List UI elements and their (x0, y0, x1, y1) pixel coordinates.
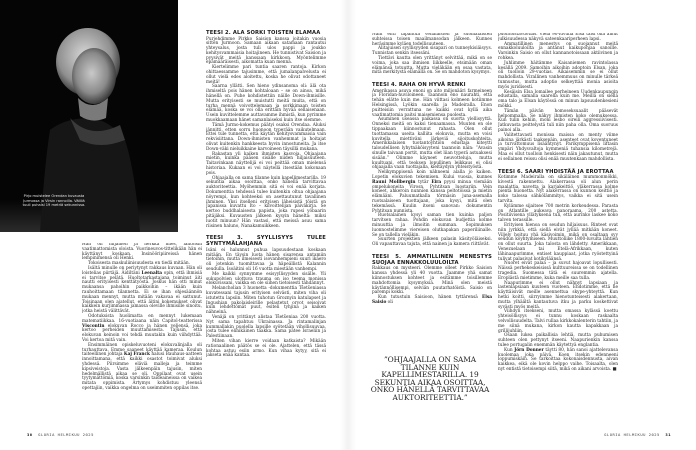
paragraph-text: Osaan lukea paikallisia lehtiä, mutta puhumisen suhteen olen pettynyt itseeni. Naapurienkin kanssa tulee portugalin enemmän käytettyä englantia. (498, 333, 618, 348)
body-paragraph (498, 349, 618, 373)
body-paragraph (372, 33, 492, 47)
body-paragraph (498, 134, 618, 163)
bold-name: Viscontin (82, 323, 105, 329)
paragraph-text: Alitajuisen syyllisyyden sisapari on tunneykisiäisyys. Tunnistan senkin itsessäni. (372, 46, 492, 57)
article-column-1 (82, 243, 202, 423)
paragraph-text: Isältä minulle on periytynyt rakkaus kuvaan. Hän oli loistelias piirtäjä. Äidiltäni (82, 265, 202, 276)
body-paragraph (206, 66, 326, 85)
paragraph-text: Rakastan yli kaiken ihmisten kasvoja. Ohjaajana mietin, kuinka pääsen sisälle niiden hiljaisuuteen. Taitavinkaan näyttelijä ei voi peittää oman mielensä historiaa. Kukaan ei voi näytellä itsestään kokonaan pois. (206, 151, 326, 176)
paragraph-text: Kun tutustuin Saisioon, hänen tyttärensä (378, 295, 482, 301)
paragraph-text: Ohjaajalla on sama tilanne kuin kapellimestarilla. 19 sekuntia aikaa osoittaa, onko hänellä tarvittavaa auktoriteettia. Myöhemmin sitä ei voi enää korjata. Dokumenttia tehdessä tulee kuitenkin oltua ohjaajana nöyrempi, kun kohteeksi on asettautunut tavallinen ihminen. Yksi itselleni erityisen läheisistä töistä on Japanissa kuvattu Ito – kilvoittelijan päiväkirja. Se kertoo buddhalaisesta papista, joka rupesi yöbaarin pitäjäksi. Kuvausten jälkeen kysyin häneltä: miksi luotit minuun? Hän vastasi, että meissä asuu sama riisinen haluno, Nanakamuikkeen. (206, 175, 326, 229)
article-column-2 (206, 30, 326, 422)
paragraph-text: pyysi minua viemään ompelukoneita Virosn, Pyhtitsan luostariin. Vein koneet, ahkeroin nunnien kanssa peltotöissä ja mietin elämääni. Paluumatkalla törmäsin juna-asemalla ruotsalaiseen tuottajaan, joka kysyi, mitä olen tekemässä. Kuulin itseni sanovan: dokumentin Pyhtitsan nunnista. (372, 179, 492, 214)
section-heading: TEESI 6. SAARI YHDISTÄÄ JA EROTTAA (498, 168, 614, 175)
paragraph-text: Suurten projektien jälkeen palasin käsityöläiseksi. Oli vapauttavaa tajuta, että nainen ja kamera riittävät. (372, 237, 492, 248)
bold-name: Jörn Donner (514, 347, 544, 353)
bold-name: Leenalta (141, 270, 163, 276)
paragraph-text: täytti 80, hän sanoi ajattelevansa kuolemaa joka päivä. Koen itsekin edenneeni loppumiskäin. Se tarkoittaa kokonaisdennusta, aivan kaikkea, eikä ole kovin helppo vaihe. Toisaalta, olen nyt entistä tietoisempi siitä, mikä on aikani arvoista. ■ (498, 347, 618, 372)
body-paragraph (206, 249, 326, 273)
body-paragraph (498, 282, 618, 311)
body-paragraph (498, 310, 618, 334)
body-paragraph (206, 124, 326, 153)
bold-name: Kaj Franck (123, 352, 150, 358)
paragraph-text: Ensimmäinen opiskeluvuoteni elokuvalinjalla oli turhauttava. Emme saaneet käyttää kameraa. Koulun taiteellinen johtaja (82, 342, 202, 358)
section-heading: TEESI 2. ÄLÄ SORKI TOISTEN ELÄMÄÄ (206, 30, 321, 36)
paragraph-text: Tämä Jurmo-kokemus päätyi osaksi Orendaa. Aluksi jännitti, etten sorru huonoon typerään vaikutelmaan. Ettei tule tunnetta, että käytän kehitysvammaisia vain rekvisiittana. Down-ihmisten vanhemmat ja hoitajat olivat kuitenkin hankkeesta hyvin innostuneita. Ja itse Down-väki nieluikkaine karvoineen täysillä mukana. (206, 122, 326, 152)
paragraph-text: Kylämme sijaitsee 700 metrin korkeudessa. Parasta on Atlantille aukeava panoraama, 200 astetta. Positiivisena yllätyksenä tuli, että aurinko laskee koko talven terassille. (498, 203, 618, 224)
paragraph-text: halusi Bauhaus-aatteen innoittamana, että kaikki osastot toimivat aluksi yhdessä. Piirsimme eläviä malleja ja teimme kipsiveistoja. Vasta jälkeenpäin tajusin, miten hedelmällistä aikaa se oli. Oppilaat ovat usein tyytymättömiä, koska varsinkin taideaineissa on vaikea mitata oppimista. Ärtymys kohdistuu yleensä opettajiin, vaikka ongelma on useimmiten oppilas itse. (82, 352, 202, 391)
body-paragraph (82, 315, 202, 344)
paragraph-text: Odotuksista huolimatta en mennyt lukemaan matematiikkaa. 16-vuotiaana näin Capitol-teatterissa (82, 313, 202, 324)
paragraph-text: Tiettävi kautta olen yrittänyt selvittää, mikä on se voima, joka saa ihmisen liikkeelle, etsimään oman elämänsä totuutta. Mutta vieläkään en osaa vastata, mitä merkitystä elämällä on. Se on mahdoton kysymys. (372, 55, 492, 76)
paragraph-text: Me kaikki synnymme esisyyllisyyden sisälle. Yli sukupolvien ulottuva trauma on iso teema monissa elokuvissani, vaikka en ole siihen tietoisesti tähdännyt. (206, 271, 326, 287)
paragraph-text: tytär (415, 179, 432, 185)
paragraph-text: Kesäisin Elsa lomailee perheineen Uudenkaupungin edustalla, samalla saarella kuin me. Meillä on siellä oma talo ja Elsan käytössä on minun lapsuudenkesieni mökki. (498, 89, 618, 109)
body-paragraph (372, 118, 492, 171)
footer-left (27, 432, 94, 437)
body-paragraph (498, 43, 618, 62)
paragraph-text: Erityisen hienoa on seudun hiljaisuus. Rinteet ovat niin jyrkkiä, että siellä eivät jyllää mitkään koneet. Viljely hoituu yhä käsivoimin, mikä on osaltaan syy seudun köyhtymiseen. Muuttoliike 1800-luvulta lähtien on ollut suurta. Joka talosta on lähdetty. Amerikkaan, Venezuelaan tai Etelä-Afrikkaan, kuten lähinaapurimme, entiset kauppiaat, jotka ryöstettyinä tulivat palasivat kotikyläänsä. (498, 222, 618, 262)
body-paragraph (82, 243, 202, 262)
body-paragraph (372, 171, 492, 214)
paragraph-text: Nelikymppisenä koin nähneeni alalla jo kaiken. Lopetin elokuvien tekemisen. Kului vuosia, kunnes (372, 170, 492, 181)
paragraph-text: Nuoret eivät palaa – ja suvut hajoavat lopullisesti. Näissä perhekeskeisissä kulttuureissa se on todellinen tragedia. Suomessa tätä ei suuremmin ajatella. Eroplästä mietimme, kuka meille saa tulla. (498, 261, 618, 281)
section-heading: TEESI 4. RAHA ON HYVÄ RENKI (372, 82, 466, 89)
body-paragraph (206, 85, 326, 123)
body-paragraph (498, 224, 618, 262)
paragraph-text: Tämän päivän homoseksuaalit pääsevät helpommalla. Se näkyy ihmisten koko olemuksessa. Kun tulin kehiin, moni lesbo oireili aggressiivisesti. Jatkuvasta peittelystä tuli niin paha olla. Oma suoruus painoi alla. (498, 108, 618, 133)
section-heading: TEESI 5. AMMATILLINEN MENESTYS SUOJAA ENNAKKOLUULOILTA (372, 253, 492, 266)
paragraph-text: Kiertelimme pari tuntia saaren rantoja. Kirkon ohittaessamme tajusimme, että jumalanpalvelusta ei ollut vielä edes aloitettu, koska he olivat odottaneet meitä! (206, 65, 326, 85)
paragraph-text: Miten vihan kierre voidaan katkaista? Mikään rationaalinen päätös se ei ole. Ajattelen, että tässä kohtaa astuu esiin armo. Kun vihaa kytyy, sitä ei jakseta enää kantaa. (206, 339, 326, 359)
paragraph-text: Juhlimme häitämme Kaisaniemen ravintolassa kesällä 2009. Samoihin aikoihin adoptoin Elsan, joka oli tuolloin 29-vuotias. Aikaisemmin se ei ollut mahdollista. Virallinen vanhemmuus on minulle tärkeä tunnustus, mutta adoptio selkeyttää monia asioita myös juridisesti. (498, 60, 618, 90)
article-column-4 (498, 33, 618, 423)
body-paragraph (206, 153, 326, 177)
magazine-issue: GLORIA HELMIKUU 2025 (604, 432, 660, 437)
body-paragraph (206, 316, 326, 340)
bold-name: Elsa Saisio (372, 295, 492, 306)
body-paragraph (206, 273, 326, 287)
paragraph-text: opin, että ihmisiä ei tarvitse pelätä. Huoltotarkastajana toiminut äiti nautti erityisesti kenttätyöstä. Joskus hän otti minut mukaansa pahoihin paikkoihin – ikään kuin rauhoittamaan tilannetta. Ei se ihan ohjesäännön mukaan mennyt, mutta mitään vakavaa ei sattunut. Toisinaan olen ajatellut, että äitini kokemukset olivat kaikkein kurjimmassa jamassa oleville ihmisille sinoitu, jotka heistä välittävät. (82, 270, 202, 315)
paragraph-text: elokuvan Rocco ja hänen veljensä, joka kertoo perheiden muuttamisesta. Tajusin, että elokuvan keinoin voi tehdä muutakin kuin viihdyttää. Voi kertoa mitä vain. (82, 323, 202, 343)
footer-right (604, 432, 671, 437)
body-paragraph (372, 214, 492, 238)
paragraph-text: Rakkaus on mysteeri. Olemme olleet Pirkko Saision kanssa yhdessä yli 40 vuotta. Jaamme yhä samat kiinnostuksen kohteet ja esitämme toisillemme mahdottomia kysymyksiä. Minä olen meistä käytännöllisempi, selviän puutarhatöistä. Saisio on parempi kokki. (372, 266, 492, 296)
paragraph-text: Valitettavasti monissa maissa on menty viime aikoina järkästi taaksepäin, asenteet ovat koventuneet ja turvattomuus lisääntynyt. Parikymppisenä liftasin ympäri Yhdysvaltoja kymmeniä tuhansia kilometrejä. Maa ei ollut tuolloin henkisesti näin jakautunut, mutta ei sellainen reissu olisi enää muutenkaan mahdollista. (498, 132, 618, 162)
body-paragraph (498, 205, 618, 224)
body-paragraph (372, 57, 492, 76)
paragraph-text: Näin ehti tapahtua venäläisten ja suomalaisten suhteissa toisen maailmansodan jälkeen. Kunnes heräsimme kyläen todellisuuteen. (372, 33, 492, 47)
magazine-issue: GLORIA HELMIKUU 2025 (38, 432, 94, 437)
body-paragraph (206, 177, 326, 230)
paragraph-text: oli (386, 300, 393, 306)
body-paragraph (372, 267, 492, 296)
body-paragraph (372, 296, 492, 306)
body-paragraph (498, 110, 618, 134)
paragraph-text: Isäni ei halunnut puhua lapsuudestaan koskaan mitään. En täysin luota hänen sisarensa antamiin tietoihin, mutta ilmeisesti isovanhempieni suuri ikäero oli jotenkin tuomittavaa ja häpeällistä Kalannin seudulla. Isoäitini oli 16 vuotta miestään vanhempi. (206, 247, 326, 273)
paragraph-text: puolitoistavuotias. Vielä 90-luvulla Elsa taisi olla ainut julkisuudessa näkyvä sateenkaariperheen lapsi. (498, 33, 618, 42)
paragraph-text: Ammatillinen menestys on suojannut meitä ennakkoluuloilta ja antanut kaikupohjaa sanoille. Varsinkin Saisio on ollut kannanotoissaan aktiivinen ja rohkea. (498, 41, 618, 61)
paragraph-text: Purjehdimme Pirkko Saision kanssa joitakin vuosia sitten Jurmoon. Samaan aikaan satamaan rantautui yhteysalus, josta tuli ulos pappi ja joukko kehitysvammaisia hoitajineen. He tunnistivat Saision ja pyysivät meitä kanssaan kirkkoon. Myöntelimme epämääräisesti, aikomatta kuan mennä. (206, 36, 326, 66)
body-paragraph (82, 344, 202, 392)
body-paragraph (372, 90, 492, 119)
paragraph-text: Saarna yllätti. Sen hieno ydinsanoma oli: älä ota ihmiseltä pois hänen kohtaloaan – se on ainoa, mikä hänellä on. Puhe kohdistettiin näille Down-ihmisille. Mutta erityisesti se muistutti meitä muita, että on turha mennä voivottelemaan ja sorkkimaan toisten elämää, koska se voi olla erittäin hyvää sellaisenaan. Usein kuvittelemme auttavamme ihmistä, kun pyrimme muokkaamaan hänet samanlaiseksi kuin itse olemme. (206, 84, 326, 124)
section-heading: TEESI 3. SYYLLISYYS TULEE SYNTYMÄLAHJANA (206, 235, 326, 248)
paragraph-text: Melancholian 3 huonetta -dokumenttia Tšetšeniassa kuvatessani tajusin erityisen selvästi, miten viha oli istutettu lapsiin. Miten tuhotun Groznyin katulapset ja Ingushian pakolaisleirille pelastetut orvot seisoivat kuin lehdettömät puut, esiteli tyhjinä ja kaiken nähneinä. (206, 286, 326, 316)
paragraph-text: Asuminen useassa paikassa on suorta ylellisyyttä. Onneksi meitä on kaksi tienaamassa. Muuten en ole tippaakaan kiinnostunut rahasta. Olen ollut tuottamassa useita kalliita elokuvia, mutta en voisi kuvitella miettiväni järkeviä sijoituskohteita. Amerikkalaisen tuotantoyhtiön edustaja kiteytti taloudellisen lyhytnäköisyyteni taannoin näin: ”Avasin sinulle taivaan portit, mutta olet liian typerä astuaksesi sisään.” Olimme käyneet neuvotteluja, mutta kuultuani, että teoksen lopullinen leikkaus ei olisi ohjaajalla vaan tuottajalla, kieltäydyin yhteistyöstä. (372, 117, 492, 171)
paragraph-text: Tokoisesta maskuliinisuudesta en tiedä mitään. (88, 261, 190, 267)
bold-name: Rauni Mollbergin (372, 179, 416, 185)
body-paragraph (498, 334, 618, 348)
body-paragraph (498, 62, 618, 91)
paragraph-text: Kotimme Madeiralla on sikäläinen mummonmökki, kivestä rakennettu. Alakerrassa oli alun perin maalattia, navetta ja karjakeittiö, yläkerrassa kolme pientä huonetta. Nyt alakerrassa on kunnon keittiö ja koko talossa sähkölämmitys, vaikka ei sitä usein tarvita. (498, 175, 618, 204)
paragraph-text: Ruotsalainen kysyi saman tien kuinka paljon tarvitsen rahaa. Pohdin elokuvan budjettia kolme minuuttia ja ilmoitin summan. Sopimuksen luonnostelimme viereisen olutkapakan paperiliinalle. Se on tallella vieläkin. (372, 213, 492, 238)
paragraph-text: Amerikassa asuva enoni on aito miljonääri farmeineen ja Floridan-huviloineen. Taannoin eno naurahti, että tehän elätte kuin me. Hän viittasi kolmeen kotiimme Helsingissä, Lyökin saarella ja Madeiralla. Enon puitteisiin verrattuna ne kaikki ovat kyllä aika vaatimattomia paitsi maisemiensa puolesta. (372, 88, 492, 118)
pull-quote: ”OHJAAJALLA ON SAMA TILANNE KUIN KAPELLIMESTARILLA. 19 SEKUNTIA AIKAA OSOITTAA, ONKO HÄNELLÄ TARVITTAVAA AUKTORITEETTIA.” (370, 355, 490, 402)
body-paragraph (372, 238, 492, 248)
page-number: 30 (27, 432, 33, 437)
body-paragraph (206, 287, 326, 316)
paragraph-text: Viihdyn itsekseni, mutta omassa kylässä koettu yhteisöllisyys ei tunnu koskaan raskaalta velvollisuudelta. Talvi rullaa kirkkokalenterin tahtiin, ja me siinä mukana, kirkon kautta kapakkaan ja grillijuhliin. (498, 309, 618, 334)
portrait-photo (0, 0, 178, 232)
bold-name: Eira (431, 179, 442, 185)
paragraph-text: Naapurimme ei ollut nähnyt lapsiaan ja lastenlapsiaan kuuteen vuoteen. Ehdotimme, että he käyttäisivät meille asennettua skype-yhteyttä. Kun hetki koitti, siirryimme hienotunteisesti alakertaan, mutta ylhäältä kantautuva itku ja parku koskettivat syvästi myös meitä. (498, 280, 618, 310)
paragraph-text: Venäjä on yrittänyt alistaa Tšetšeniaa 200 vuotta. Nyt sama tapahtuu Ukrainassa. Ja rintamalinjan kummallakin puolella lapsille syötetään vihollisuuvaa, josta tulee elinikäinen taakka. Sama pätee Israeliin ja Palestiinaan. (206, 315, 326, 340)
page-number: 31 (665, 432, 671, 437)
body-paragraph (206, 38, 326, 67)
body-paragraph (498, 176, 618, 205)
body-paragraph (206, 340, 326, 359)
body-paragraph (82, 267, 202, 315)
paragraph-text: Kun (504, 347, 515, 353)
body-paragraph (498, 91, 618, 110)
paragraph-text: Hän oli hiljainen ja herkkä mies, lähtöisin vaatimattomista oloista. Vuorineuvos-tittelikään hän ei käyttänyt koskaan. Insinööripiireissä hänen lempinimensä oli Henki. (82, 243, 202, 262)
photo-caption: Pirjo muistelee Orendan kuvausta Jurmossa ja Virsin rannoilla. Välillä tuuli puhalsi 19 metriä sekunnissa. (22, 194, 86, 208)
body-paragraph (498, 262, 618, 281)
article-column-3 (372, 33, 492, 353)
